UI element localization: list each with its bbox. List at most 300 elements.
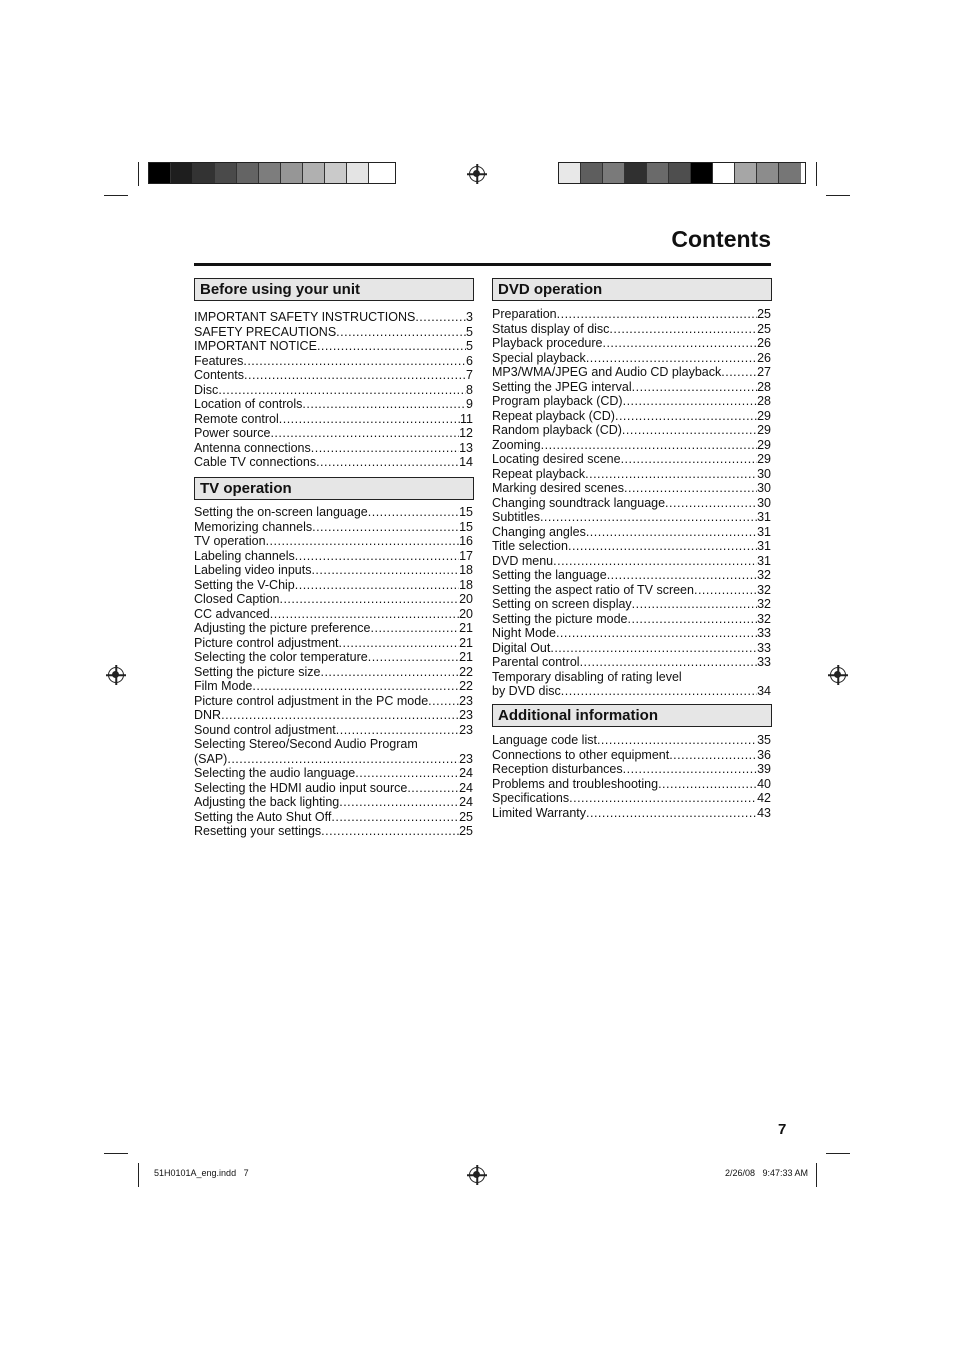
- toc-entry[interactable]: [194, 441, 473, 456]
- color-swatch: [691, 163, 713, 183]
- toc-dot-leader: [368, 505, 459, 520]
- toc-entry-title: Setting the aspect ratio of TV screen: [492, 582, 694, 597]
- toc-entry[interactable]: [492, 380, 771, 395]
- toc-dot-leader: [541, 438, 757, 453]
- toc-entry-page: 29: [757, 452, 771, 466]
- toc-entry-title: Memorizing channels: [194, 519, 313, 534]
- toc-entry-title: Picture control adjustment in the PC mode: [194, 693, 429, 708]
- toc-entry-page: 3: [466, 310, 473, 324]
- toc-entry-page: 36: [757, 747, 771, 762]
- crop-mark: [104, 195, 128, 196]
- color-swatch: [259, 163, 281, 183]
- toc-entry[interactable]: [194, 694, 473, 709]
- color-swatch: [149, 163, 171, 183]
- toc-list-additional-information: [492, 733, 771, 820]
- toc-entry-page: 24: [459, 795, 473, 809]
- toc-dot-leader: [339, 636, 460, 651]
- toc-entry[interactable]: [194, 354, 473, 369]
- toc-entry-title: Subtitles: [492, 510, 540, 524]
- toc-entry-title: Power source: [194, 426, 271, 440]
- toc-entry-page: 29: [757, 423, 771, 437]
- toc-dot-leader: [266, 534, 460, 549]
- toc-entry-title: Repeat playback: [492, 466, 586, 481]
- color-swatch: [237, 163, 259, 183]
- toc-entry-page: 40: [757, 776, 771, 791]
- toc-dot-leader: [540, 510, 757, 525]
- slug-date-time: 2/26/08 9:47:33 AM: [724, 1168, 808, 1178]
- toc-entry-page: 31: [757, 510, 771, 524]
- toc-entry[interactable]: [492, 539, 771, 554]
- toc-entry-title: Title selection: [492, 539, 568, 553]
- color-swatch: [347, 163, 369, 183]
- toc-entry-title: Changing soundtrack language: [492, 495, 666, 510]
- toc-entry[interactable]: [194, 310, 473, 325]
- color-swatch: [281, 163, 303, 183]
- toc-entry[interactable]: [492, 525, 771, 540]
- toc-entry[interactable]: [492, 655, 771, 670]
- toc-dot-leader: [317, 339, 466, 354]
- toc-entry-title: Reception disturbances: [492, 762, 623, 776]
- crop-mark: [138, 1163, 139, 1187]
- toc-entry[interactable]: [194, 339, 473, 354]
- toc-entry[interactable]: [492, 806, 771, 821]
- toc-entry[interactable]: [492, 510, 771, 525]
- color-swatch: [369, 163, 391, 183]
- toc-entry-page: 22: [459, 664, 473, 679]
- toc-entry-page: 30: [757, 495, 771, 510]
- toc-dot-leader: [580, 655, 758, 670]
- toc-dot-leader: [270, 607, 459, 622]
- toc-dot-leader: [694, 583, 757, 598]
- section-heading-before-using: Before using your unit: [194, 278, 474, 301]
- toc-entry[interactable]: [194, 781, 473, 796]
- toc-entry-page: 25: [459, 809, 473, 824]
- toc-entry-title: Selecting Stereo/Second Audio Program: [194, 737, 418, 751]
- toc-entry[interactable]: [492, 481, 771, 496]
- toc-entry[interactable]: [492, 641, 771, 656]
- toc-dot-leader: [270, 426, 459, 441]
- toc-entry-title: Setting the JPEG interval: [492, 379, 632, 394]
- toc-entry[interactable]: [492, 365, 771, 380]
- toc-entry-title: Setting on screen display: [492, 597, 632, 611]
- toc-entry-title: Zooming: [492, 437, 541, 452]
- toc-entry-page: 32: [757, 597, 771, 611]
- toc-dot-leader: [295, 549, 459, 564]
- toc-entry-page: 32: [757, 582, 771, 597]
- toc-entry-title: Language code list: [492, 733, 597, 747]
- toc-dot-leader: [336, 723, 459, 738]
- toc-dot-leader: [311, 563, 459, 578]
- toc-dot-leader: [355, 766, 459, 781]
- color-swatch: [325, 163, 347, 183]
- toc-entry[interactable]: [194, 636, 473, 651]
- toc-entry-page: 17: [459, 548, 473, 563]
- toc-entry[interactable]: [194, 549, 473, 564]
- toc-entry[interactable]: [194, 810, 473, 825]
- toc-entry[interactable]: [492, 684, 771, 699]
- toc-entry-page: 31: [757, 539, 771, 553]
- toc-entry-title: Setting the on-screen language: [194, 505, 368, 519]
- toc-entry-title: Features: [194, 353, 244, 368]
- color-swatch: [779, 163, 801, 183]
- toc-entry-page: 25: [757, 307, 771, 321]
- toc-entry-title: Antenna connections: [194, 440, 311, 455]
- toc-entry-page: 34: [757, 684, 771, 698]
- toc-entry[interactable]: [492, 554, 771, 569]
- toc-dot-leader: [295, 578, 459, 593]
- toc-entry-title: Changing angles: [492, 524, 586, 539]
- toc-entry[interactable]: [194, 592, 473, 607]
- toc-dot-leader: [321, 824, 459, 839]
- color-swatch: [193, 163, 215, 183]
- toc-entry[interactable]: [492, 670, 771, 685]
- toc-entry-page: 24: [459, 766, 473, 780]
- toc-entry-title: SAFETY PRECAUTIONS: [194, 324, 337, 339]
- toc-entry-page: 13: [459, 440, 473, 455]
- color-bar-left: [148, 162, 396, 184]
- toc-entry-title: Selecting the audio language: [194, 766, 356, 780]
- toc-entry[interactable]: [194, 795, 473, 810]
- toc-dot-leader: [628, 612, 758, 627]
- toc-entry[interactable]: [492, 597, 771, 612]
- page-number: 7: [778, 1121, 787, 1138]
- toc-entry-page: 39: [757, 762, 771, 776]
- toc-entry[interactable]: [194, 455, 473, 470]
- toc-entry-page: 42: [757, 791, 771, 805]
- toc-entry[interactable]: [194, 723, 473, 738]
- toc-entry-page: 27: [757, 365, 771, 379]
- toc-entry[interactable]: [492, 583, 771, 598]
- toc-dot-leader: [665, 496, 757, 511]
- toc-entry-page: 21: [459, 621, 473, 635]
- toc-list-before-using: [194, 310, 473, 470]
- toc-entry[interactable]: [492, 626, 771, 641]
- toc-entry-page: 32: [757, 568, 771, 582]
- toc-entry-page: 25: [459, 824, 473, 838]
- toc-entry[interactable]: [194, 752, 473, 767]
- toc-entry-page: 14: [459, 455, 473, 469]
- toc-entry-title: Marking desired scenes: [492, 481, 625, 495]
- toc-dot-leader: [556, 626, 757, 641]
- toc-dot-leader: [279, 412, 460, 427]
- toc-entry-title: Problems and troubleshooting: [492, 776, 659, 791]
- toc-entry-page: 5: [466, 339, 473, 353]
- toc-entry-title: Setting the language: [492, 568, 607, 582]
- toc-dot-leader: [721, 365, 757, 380]
- toc-entry-page: 18: [459, 563, 473, 577]
- slug-file-name: 51H0101A_eng.indd 7: [154, 1168, 249, 1178]
- toc-entry-page: 33: [757, 655, 771, 669]
- toc-entry-title: Picture control adjustment: [194, 635, 339, 650]
- toc-entry-title: Setting the V-Chip: [194, 577, 295, 592]
- toc-entry-page: 23: [459, 751, 473, 766]
- toc-dot-leader: [602, 336, 757, 351]
- toc-dot-leader: [623, 762, 757, 777]
- toc-entry-title: IMPORTANT NOTICE: [194, 339, 317, 353]
- toc-entry[interactable]: [194, 534, 473, 549]
- toc-dot-leader: [279, 592, 459, 607]
- color-swatch: [581, 163, 603, 183]
- toc-entry[interactable]: [194, 737, 473, 752]
- toc-dot-leader: [632, 380, 757, 395]
- toc-entry-title: Repeat playback (CD): [492, 408, 615, 423]
- crop-mark: [138, 162, 139, 186]
- toc-entry-page: 28: [757, 379, 771, 394]
- toc-entry-title: Connections to other equipment: [492, 747, 670, 762]
- toc-entry[interactable]: [492, 438, 771, 453]
- toc-entry-title: Closed Caption: [194, 592, 280, 606]
- toc-entry-title: CC advanced: [194, 606, 270, 621]
- toc-dot-leader: [609, 322, 757, 337]
- toc-entry-page: 31: [757, 524, 771, 539]
- toc-entry-title: Program playback (CD): [492, 394, 623, 408]
- toc-entry-page: 22: [459, 679, 473, 693]
- toc-entry[interactable]: [492, 452, 771, 467]
- color-bar-right: [558, 162, 806, 184]
- toc-dot-leader: [368, 650, 459, 665]
- toc-entry[interactable]: [492, 496, 771, 511]
- toc-entry-page: 15: [459, 505, 473, 519]
- toc-entry-page: 35: [757, 733, 771, 747]
- toc-dot-leader: [615, 409, 757, 424]
- crop-mark: [104, 1153, 128, 1154]
- toc-entry[interactable]: [492, 467, 771, 482]
- toc-entry-page: 26: [757, 336, 771, 350]
- color-swatch: [303, 163, 325, 183]
- page-title: Contents: [671, 226, 771, 252]
- color-swatch: [215, 163, 237, 183]
- toc-entry-page: 28: [757, 394, 771, 408]
- crop-mark: [816, 162, 817, 186]
- toc-entry-page: 7: [466, 368, 473, 382]
- toc-entry-page: 20: [459, 606, 473, 621]
- toc-dot-leader: [586, 806, 757, 821]
- toc-dot-leader: [597, 733, 757, 748]
- toc-entry-title: Remote control: [194, 411, 279, 426]
- toc-entry-title: Preparation: [492, 307, 557, 321]
- toc-entry-title: Resetting your settings: [194, 824, 322, 838]
- toc-entry[interactable]: [492, 748, 771, 763]
- toc-entry-title: Contents: [194, 368, 245, 382]
- toc-entry-title: IMPORTANT SAFETY INSTRUCTIONS: [194, 310, 416, 324]
- toc-entry-title: TV operation: [194, 534, 266, 548]
- toc-entry[interactable]: [194, 505, 473, 520]
- toc-dot-leader: [227, 752, 459, 767]
- toc-entry-title: Selecting the HDMI audio input source: [194, 780, 408, 795]
- toc-dot-leader: [569, 791, 757, 806]
- toc-dot-leader: [624, 481, 757, 496]
- toc-dot-leader: [658, 777, 757, 792]
- registration-mark-icon: [108, 667, 124, 683]
- registration-mark-icon: [469, 1167, 485, 1183]
- toc-entry-page: 33: [757, 640, 771, 655]
- toc-entry[interactable]: [194, 563, 473, 578]
- toc-entry-title: Film Mode: [194, 679, 253, 693]
- toc-entry[interactable]: [194, 397, 473, 412]
- toc-entry[interactable]: [194, 412, 473, 427]
- toc-entry[interactable]: [492, 777, 771, 792]
- toc-dot-leader: [586, 351, 757, 366]
- toc-entry[interactable]: [194, 325, 473, 340]
- toc-entry-page: 21: [459, 650, 473, 664]
- crop-mark: [826, 195, 850, 196]
- toc-entry-page: 30: [757, 481, 771, 495]
- toc-dot-leader: [586, 525, 757, 540]
- toc-entry-title: Disc: [194, 382, 219, 397]
- toc-dot-leader: [331, 810, 459, 825]
- toc-dot-leader: [607, 568, 757, 583]
- toc-entry[interactable]: [492, 423, 771, 438]
- toc-entry[interactable]: [194, 650, 473, 665]
- toc-entry-page: 20: [459, 592, 473, 606]
- toc-dot-leader: [669, 748, 757, 763]
- color-swatch: [603, 163, 625, 183]
- toc-dot-leader: [557, 307, 757, 322]
- toc-dot-leader: [415, 310, 466, 325]
- toc-entry-title: Adjusting the picture preference: [194, 621, 371, 635]
- color-swatch: [647, 163, 669, 183]
- toc-entry-title: MP3/WMA/JPEG and Audio CD playback: [492, 365, 722, 379]
- section-heading-dvd-operation: DVD operation: [492, 278, 772, 301]
- toc-entry[interactable]: [492, 307, 771, 322]
- crop-mark: [826, 1153, 850, 1154]
- toc-entry[interactable]: [492, 351, 771, 366]
- section-heading-tv-operation: TV operation: [194, 477, 474, 500]
- toc-dot-leader: [218, 383, 466, 398]
- toc-entry-page: 21: [459, 635, 473, 650]
- toc-entry[interactable]: [194, 607, 473, 622]
- toc-entry-page: 32: [757, 611, 771, 626]
- toc-dot-leader: [623, 394, 758, 409]
- toc-entry-title: Temporary disabling of rating level: [492, 669, 682, 684]
- toc-entry-page: 23: [459, 693, 473, 708]
- toc-entry-title: Sound control adjustment: [194, 722, 336, 737]
- toc-dot-leader: [312, 520, 459, 535]
- toc-entry[interactable]: [492, 336, 771, 351]
- toc-dot-leader: [336, 325, 466, 340]
- toc-entry-page: 30: [757, 466, 771, 481]
- color-swatch: [757, 163, 779, 183]
- toc-entry-title: Playback procedure: [492, 336, 603, 350]
- toc-entry-title: Limited Warranty: [492, 805, 587, 820]
- toc-entry[interactable]: [194, 368, 473, 383]
- toc-entry-title: DVD menu: [492, 553, 554, 568]
- toc-list-tv-operation: [194, 505, 473, 839]
- toc-dot-leader: [339, 795, 459, 810]
- toc-entry[interactable]: [194, 578, 473, 593]
- toc-entry-title: Selecting the color temperature: [194, 650, 368, 664]
- toc-dot-leader: [407, 781, 459, 796]
- color-swatch: [713, 163, 735, 183]
- toc-dot-leader: [244, 368, 466, 383]
- toc-dot-leader: [550, 641, 757, 656]
- toc-entry-title: DNR: [194, 708, 222, 722]
- toc-entry[interactable]: [194, 426, 473, 441]
- toc-entry[interactable]: [492, 394, 771, 409]
- toc-entry[interactable]: [194, 383, 473, 398]
- toc-entry-page: 43: [757, 805, 771, 820]
- toc-entry-page: 12: [459, 426, 473, 440]
- toc-entry-title: by DVD disc: [492, 684, 561, 698]
- toc-entry-title: Setting the picture mode: [492, 611, 628, 626]
- toc-entry-title: Location of controls: [194, 397, 303, 411]
- toc-entry-page: 9: [466, 397, 473, 411]
- toc-entry-title: Adjusting the back lighting: [194, 795, 340, 809]
- toc-entry-title: Labeling channels: [194, 548, 295, 563]
- toc-entry-page: 29: [757, 437, 771, 452]
- toc-entry-page: 23: [459, 708, 473, 722]
- toc-dot-leader: [320, 665, 459, 680]
- toc-entry-page: 18: [459, 577, 473, 592]
- toc-entry-page: 11: [460, 411, 473, 426]
- toc-dot-leader: [632, 597, 757, 612]
- toc-entry[interactable]: [194, 708, 473, 723]
- toc-entry-page: 26: [757, 350, 771, 365]
- toc-entry[interactable]: [194, 766, 473, 781]
- toc-dot-leader: [371, 621, 460, 636]
- crop-mark: [816, 1163, 817, 1187]
- color-swatch: [669, 163, 691, 183]
- toc-dot-leader: [561, 684, 757, 699]
- toc-entry-page: 29: [757, 408, 771, 423]
- section-heading-additional-information: Additional information: [492, 704, 772, 727]
- toc-entry-title: Night Mode: [492, 626, 556, 640]
- toc-entry[interactable]: [492, 612, 771, 627]
- toc-entry-title: Status display of disc: [492, 321, 610, 336]
- toc-entry[interactable]: [194, 520, 473, 535]
- toc-entry-title: Setting the picture size: [194, 664, 321, 679]
- toc-entry-page: 5: [466, 324, 473, 339]
- toc-entry-title: (SAP): [194, 751, 228, 766]
- color-swatch: [625, 163, 647, 183]
- toc-entry-title: Cable TV connections: [194, 455, 317, 469]
- color-swatch: [735, 163, 757, 183]
- toc-entry[interactable]: [492, 733, 771, 748]
- toc-dot-leader: [553, 554, 757, 569]
- toc-entry[interactable]: [492, 762, 771, 777]
- toc-entry-title: Specifications: [492, 791, 570, 805]
- toc-dot-leader: [568, 539, 757, 554]
- toc-entry-title: Special playback: [492, 350, 586, 365]
- toc-entry-title: Digital Out: [492, 640, 551, 655]
- toc-entry-title: Random playback (CD): [492, 423, 622, 437]
- toc-entry[interactable]: [194, 679, 473, 694]
- toc-entry-page: 15: [459, 519, 473, 534]
- registration-mark-icon: [830, 667, 846, 683]
- toc-entry-page: 24: [459, 780, 473, 795]
- color-swatch: [171, 163, 193, 183]
- toc-dot-leader: [622, 423, 757, 438]
- toc-entry-page: 8: [466, 382, 473, 397]
- toc-entry[interactable]: [492, 791, 771, 806]
- toc-entry[interactable]: [194, 621, 473, 636]
- toc-dot-leader: [316, 455, 459, 470]
- toc-dot-leader: [243, 354, 466, 369]
- toc-dot-leader: [428, 694, 459, 709]
- registration-mark-icon: [469, 166, 485, 182]
- toc-dot-leader: [311, 441, 459, 456]
- toc-dot-leader: [302, 397, 466, 412]
- toc-entry-title: Locating desired scene: [492, 452, 621, 466]
- toc-entry-title: Parental control: [492, 655, 580, 669]
- toc-dot-leader: [221, 708, 459, 723]
- toc-entry[interactable]: [492, 322, 771, 337]
- toc-entry[interactable]: [194, 665, 473, 680]
- toc-entry[interactable]: [492, 568, 771, 583]
- toc-entry[interactable]: [194, 824, 473, 839]
- toc-entry-title: Labeling video inputs: [194, 563, 312, 577]
- toc-entry[interactable]: [492, 409, 771, 424]
